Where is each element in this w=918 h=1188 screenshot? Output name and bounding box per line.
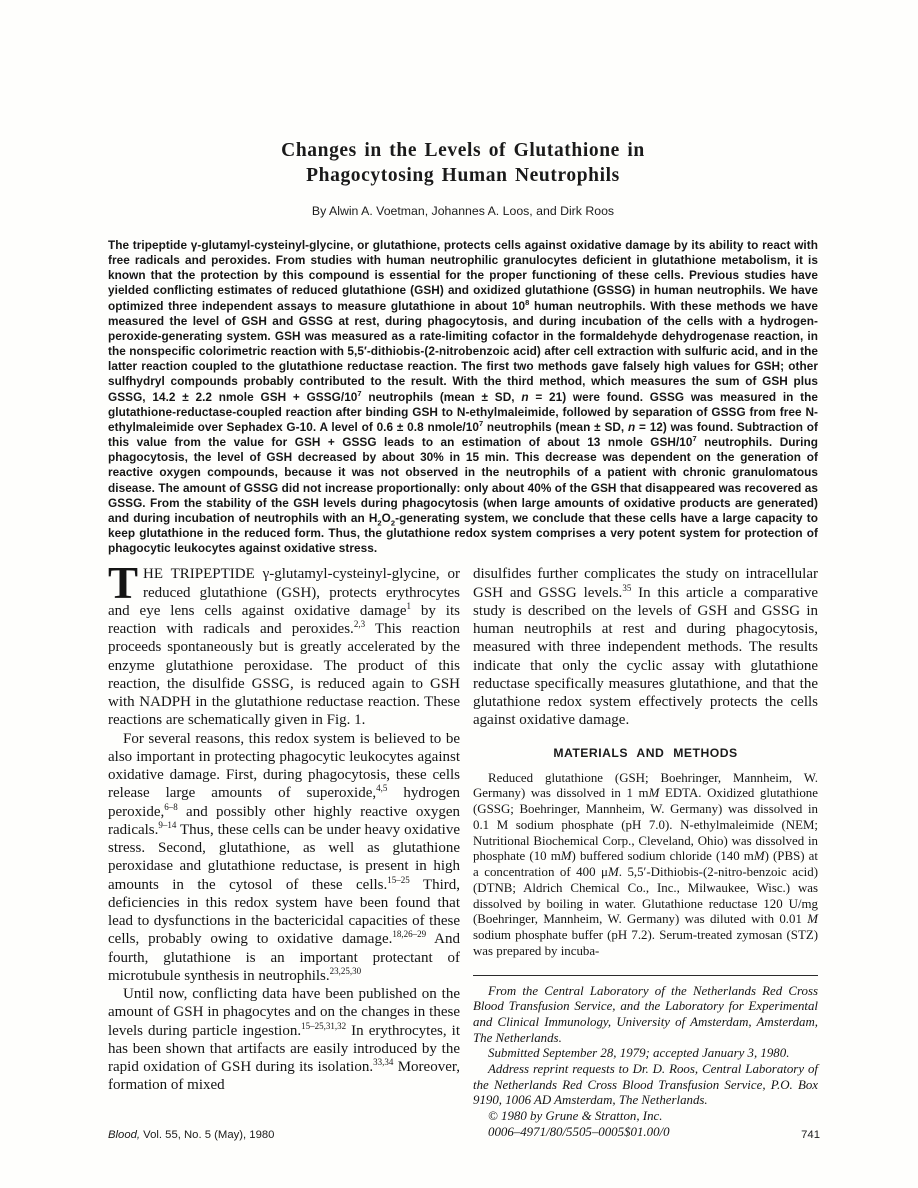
copyright-note: © 1980 by Grune & Stratton, Inc. [488,1109,663,1124]
redox-importance-paragraph: For several reasons, this redox system is believed to be also important in protecting phagocytic leukocytes against oxidative damage. First, during phagocytosis, these cells release large amounts of superoxide,$^{4,5}$ hydrogen peroxide,$^{6-8}$ and possibly other highly reactive oxygen radicals.$^{9-14}$ Thus, these cells can be under heavy oxidative stress. Second, glutathione, as well as glutathione peroxidase and glutathione reductase, is present in high amounts in the cytosol of these cells.$^{15-25}$ Third, deficiencies in this redox system have been found that lead to dysfunctions in the bactericidal capacities of these cells, probably owing to oxidative damage.$^{18,26-29}$ And fourth, glutathione is an important protectant of microtubule synthesis in neutrophils.$^{23,25,30}$ [108,730,460,984]
reprint-note: Address reprint requests to Dr. D. Roos, Central Laboratory of the Netherlands Red Cross Blood Transfusion Service, P.O. Box 9190, 1006 AD Amsterdam, The Netherlands. [473,1062,818,1108]
materials-methods-heading: MATERIALS AND METHODS [553,745,738,760]
article-title-line1: Changes in the Levels of Glutathione in [281,140,645,161]
submission-note: Submitted September 28, 1979; accepted January 3, 1980. [488,1046,790,1061]
journal-citation: Blood, Vol. 55, No. 5 (May), 1980 [108,1129,275,1141]
footnote-block [473,975,818,1141]
article-title [108,138,818,188]
body-column-right [473,565,818,1140]
page-number: 741 [801,1129,820,1141]
conflicting-data-paragraph: Until now, conflicting data have been published on the amount of GSH in phagocytes and on the changes in these levels during particle ingestion.$^{15-25,31,32}$ In erythrocytes, it has been shown that artifacts are easily introduced by the rapid oxidation of GSH during its isolation.$^{33,34}$ Moreover, formation of mixed [108,986,461,1094]
affiliation-note: From the Central Laboratory of the Netherlands Red Cross Blood Transfusion Service, and the Laboratory for Experimental and Clinical Immunology, University of Amsterdam, Amsterdam, The Netherlands. [473,983,818,1045]
article-title-line2: Phagocytosing Human Neutrophils [306,165,620,186]
abstract-text: The tripeptide γ-glutamyl-cysteinyl-glycine, or glutathione, protects cells against oxidative damage by its ability to react with free radicals and peroxides. From studies with human neutrophilic granulocytes deficient in glutathione metabolism, it is known that the protection by this compound is essential for the proper functioning of these cells. Previous studies have yielded conflicting estimates of reduced glutathione (GSH) and oxidized glutathione (GSSG) in human neutrophils. We have optimized three independent assays to measure glutathione in about $10^8$ human neutrophils. With these methods we have measured the level of GSH and GSSG at rest, during phagocytosis, and during incubation of the cells with a hydrogen-peroxide-generating system. GSH was measured as a rate-limiting cofactor in the formaldehyde dehydrogenase reaction, in the nonspecific colorimetric reaction with 5,5′-dithiobis-(2-nitrobenzoic acid) after cell extraction with sulfuric acid, and in the latter reaction coupled to the glutathione reductase reaction. The first two methods gave falsely high values for GSH; other sulfhydryl compounds probably contributed to the result. With the third method, which measures the sum of GSH plus GSSG, 14.2 ± 2.2 nmole GSH + GSSG/$10^7$ neutrophils (mean ± SD, n = 21) were found. GSSG was measured in the glutathione-reductase-coupled reaction after binding GSH to N-ethylmaleimide, followed by separation of GSSG from free N-ethylmaleimide over Sephadex G-10. A level of 0.6 ± 0.8 nmole/$10^7$ neutrophils (mean ± SD, n = 12) was found. Subtraction of this value from the value for GSH + GSSG leads to an estimation of about 13 nmole GSH/$10^7$ neutrophils. During phagocytosis, the level of GSH decreased by about 30% in 15 min. This decrease was dependent on the generation of reactive oxygen compounds, because it was not observed in the neutrophils of a patient with chronic granulomatous disease. The amount of GSSG did not increase proportionally: only about 40% of the GSH that disappeared was recovered as GSSG. From the stability of the GSH levels during phagocytosis (when large amounts of oxidative products are generated) and during incubation of neutrophils with an $H_2O_2$-generating system, we conclude that these cells have a large capacity to keep glutathione in the reduced form. Thus, the glutathione redox system comprises a very potent system for protection of phagocytic leukocytes against oxidative stress. [108,238,819,556]
body-column-left [108,558,461,1140]
body-columns [108,558,818,1140]
footnote-divider [473,975,818,976]
page-footer [108,1129,820,1141]
byline: By Alwin A. Voetman, Johannes A. Loos, and Dirk Roos [311,204,615,218]
intro-paragraph: THE TRIPEPTIDE γ-glutamyl-cysteinyl-glycine, or reduced glutathione (GSH), protects erythrocytes and eye lens cells against oxidative damage$^1$ by its reaction with radicals and peroxides.$^{2,3}$ This reaction proceeds spontaneously but is greatly accelerated by the enzyme glutathione peroxidase. The product of this reaction, the disulfide GSSG, is reduced again to GSH with NADPH in the glutathione reductase reaction. These reactions are schematically given in Fig. 1. [108,558,460,729]
methods-paragraph: Reduced glutathione (GSH; Boehringer, Mannheim, W. Germany) was dissolved in 1 mM EDTA. Oxidized glutathione (GSSG; Boehringer, Mannheim, W. Germany) was dissolved in 0.1 M sodium phosphate (pH 7.0). N-ethylmaleimide (NEM; Nutritional Biochemical Corp., Cleveland, Ohio) was dissolved in phosphate (10 mM) buffered sodium chloride (140 mM) (PBS) at a concentration of 400 μM. 5,5′-Dithiobis-(2-nitro-benzoic acid) (DTNB; Aldrich Chemical Co., Inc., Milwaukee, Wisc.) was dissolved by boiling in water. Glutathione reductase 120 U/mg (Boehringer, Mannheim, W. Germany) was diluted with 0.01 M sodium phosphate buffer (pH 7.2). Serum-treated zymosan (STZ) was prepared by incuba- [473,770,818,958]
issn-code: 0006–4971/80/5505–0005$01.00/0 [488,1124,670,1139]
comparative-study-paragraph: disulfides further complicates the study on intracellular GSH and GSSG levels.$^{35}$ In this article a comparative study is described on the levels of GSH and GSSG in human neutrophils at rest and during phagocytosis, measured with three independent methods. The results indicate that only the cyclic assay with glutathione reductase specifically measures glutathione, and that the glutathione redox system effectively protects the cells against oxidative damage. [473,566,818,729]
